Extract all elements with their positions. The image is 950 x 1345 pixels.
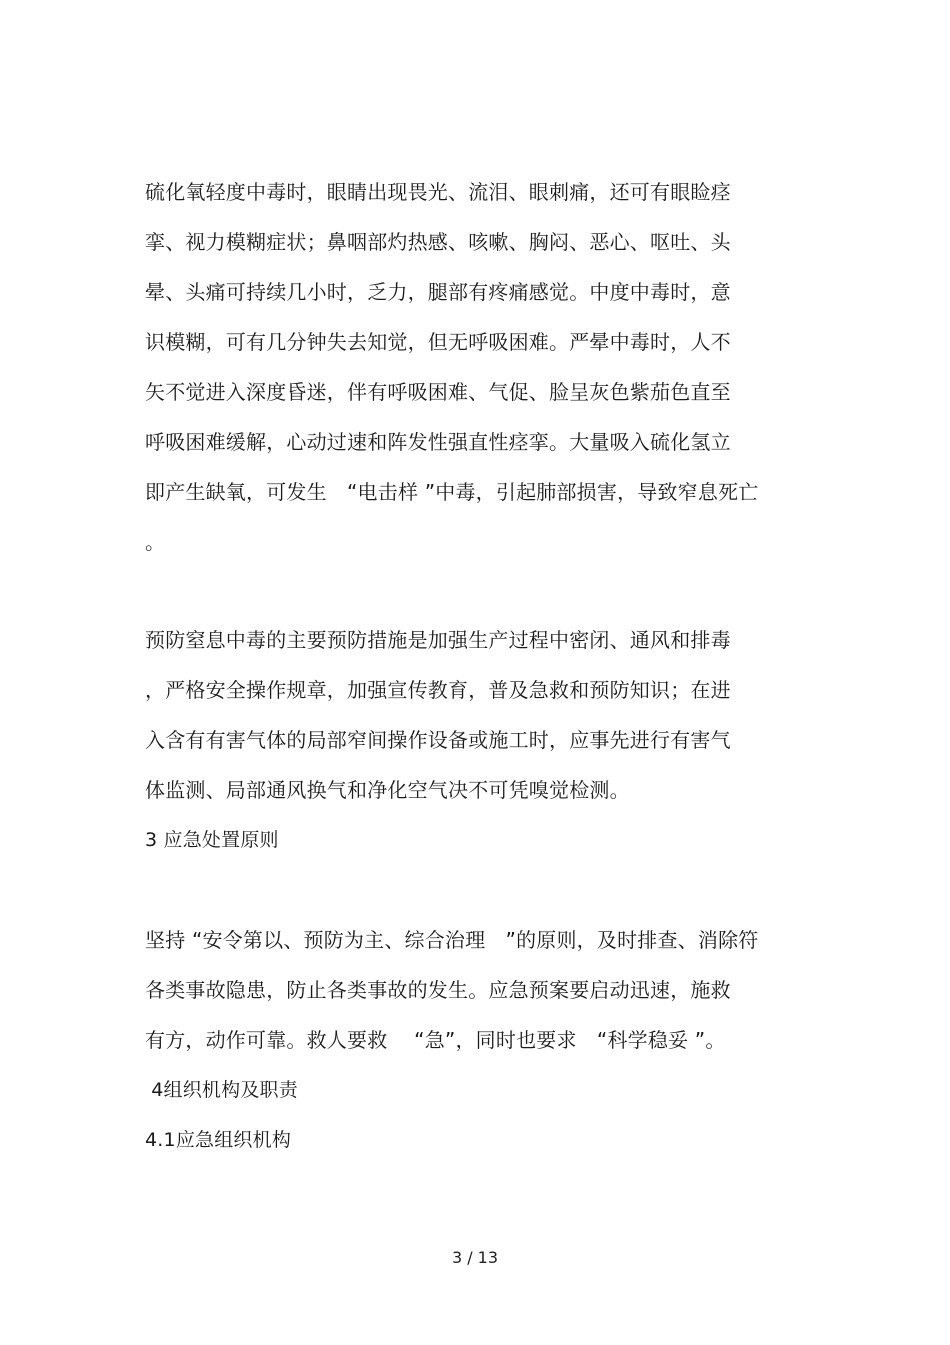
paragraph-1-line-4: 识模糊，可有几分钟失去知觉，但无呼吸困难。严晕中毒时，人不 [145,330,731,354]
paragraph-3-line-1: 坚持 “安令第以、预防为主、综合治理 ”的原则，及时排查、消除符 [145,928,759,952]
paragraph-3-line-2: 各类事故隐患，防止各类事故的发生。应急预案要启动迅速，施救 [145,978,731,1002]
paragraph-1-line-5: 矢不觉进入深度昏迷，伴有呼吸困难、气促、脸呈灰色紫茄色直至 [145,380,731,404]
section-heading-4-1: 4.1应急组织机构 [145,1129,292,1151]
paragraph-1-line-7: 即产生缺氧，可发生 “电击样 ”中毒，引起肺部损害，导致窄息死亡 [145,480,759,504]
paragraph-2-line-1: 预防窒息中毒的主要预防措施是加强生产过程中密闭、通风和排毒 [145,628,731,652]
paragraph-1-line-1: 硫化氧轻度中毒时，眼睛出现畏光、流泪、眼刺痛，还可有眼睑痉 [145,180,731,204]
paragraph-1-line-2: 挛、视力模糊症状；鼻咽部灼热感、咳嗽、胸闷、恶心、呕吐、头 [145,230,731,254]
page-number: 3 / 13 [451,1248,499,1267]
paragraph-2-line-3: 入含有有害气体的局部窄间操作设备或施工时，应事先进行有害气 [145,728,731,752]
paragraph-1-line-3: 晕、头痛可持续几小时，乏力，腿部有疼痛感觉。中度中毒时，意 [145,280,731,304]
paragraph-1-line-8: 。 [145,530,166,554]
paragraph-2-line-4: 体监测、局部通风换气和净化空气决不可凭嗅觉检测。 [145,778,630,802]
paragraph-1-line-6: 呼吸困难缓解，心动过速和阵发性强直性痉挛。大量吸入硫化氢立 [145,430,731,454]
paragraph-3-line-3: 有方，动作可靠。救人要救 “急”，同时也要求 “科学稳妥 ”。 [145,1028,726,1052]
section-heading-3: 3 应急处置原则 [145,829,279,851]
section-heading-4: 4组织机构及职责 [145,1079,298,1101]
paragraph-2-line-2: ，严格安全操作规章，加强宣传教育，普及急救和预防知识；在进 [145,678,731,702]
